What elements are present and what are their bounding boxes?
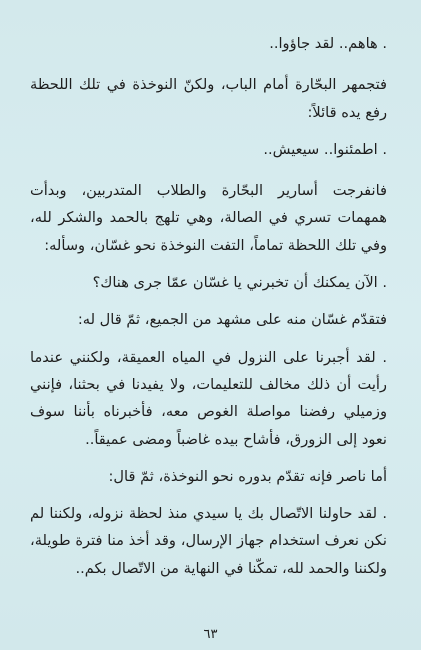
paragraph-7: . لقد أجبرنا على النزول في المياه العميقة، ولكنني عندما رأيت أن ذلك مخالف للتعليمات، ولا يفيدنا في بحثنا، فإنني وزميلي رفضنا مواصلة الغوص معه، فأخبرناه بأننا سوف نعود إلى الزورق، فأشاح بيده غاضباً ومضى عميقاً.. — [30, 348, 387, 448]
paragraph-8: أما ناصر فإنه تقدّم بدوره نحو النوخذة، ثمّ قال: — [108, 467, 387, 485]
paragraph-6: فتقدّم غسّان منه على مشهد من الجميع، ثمّ قال له: — [77, 311, 387, 329]
paragraph-2: فتجمهر البحّارة أمام الباب، ولكنّ النوخذة في تلك اللحظة رفع يده قائلاً: — [30, 76, 387, 121]
paragraph-4: فانفرجت أسارير البحّارة والطلاب المتدربين، وبدأت همهمات تسري في الصالة، وهي تلهج بالحمد والشكر لله، وفي تلك اللحظة تماماً، التفت النوخذة نحو غسّان، وسأله: — [30, 182, 387, 254]
paragraph-9: . لقد حاولنا الاتّصال بك يا سيدي منذ لحظة نزوله، ولكننا لم نكن نعرف استخدام جهاز الإرسال، وقد أخذ منا فترة طويلة، ولكننا والحمد لله، تمكّنا في النهاية من الاتّصال بكم.. — [30, 505, 387, 577]
paragraph-1: . هاهم.. لقد جاؤوا.. — [269, 35, 387, 52]
page-number: ٦٣ — [203, 627, 218, 642]
paragraph-5: . الآن يمكنك أن تخبرني يا غسّان عمّا جرى هناك؟ — [92, 274, 387, 292]
paragraph-3: . اطمئنوا.. سيعيش.. — [263, 140, 387, 158]
